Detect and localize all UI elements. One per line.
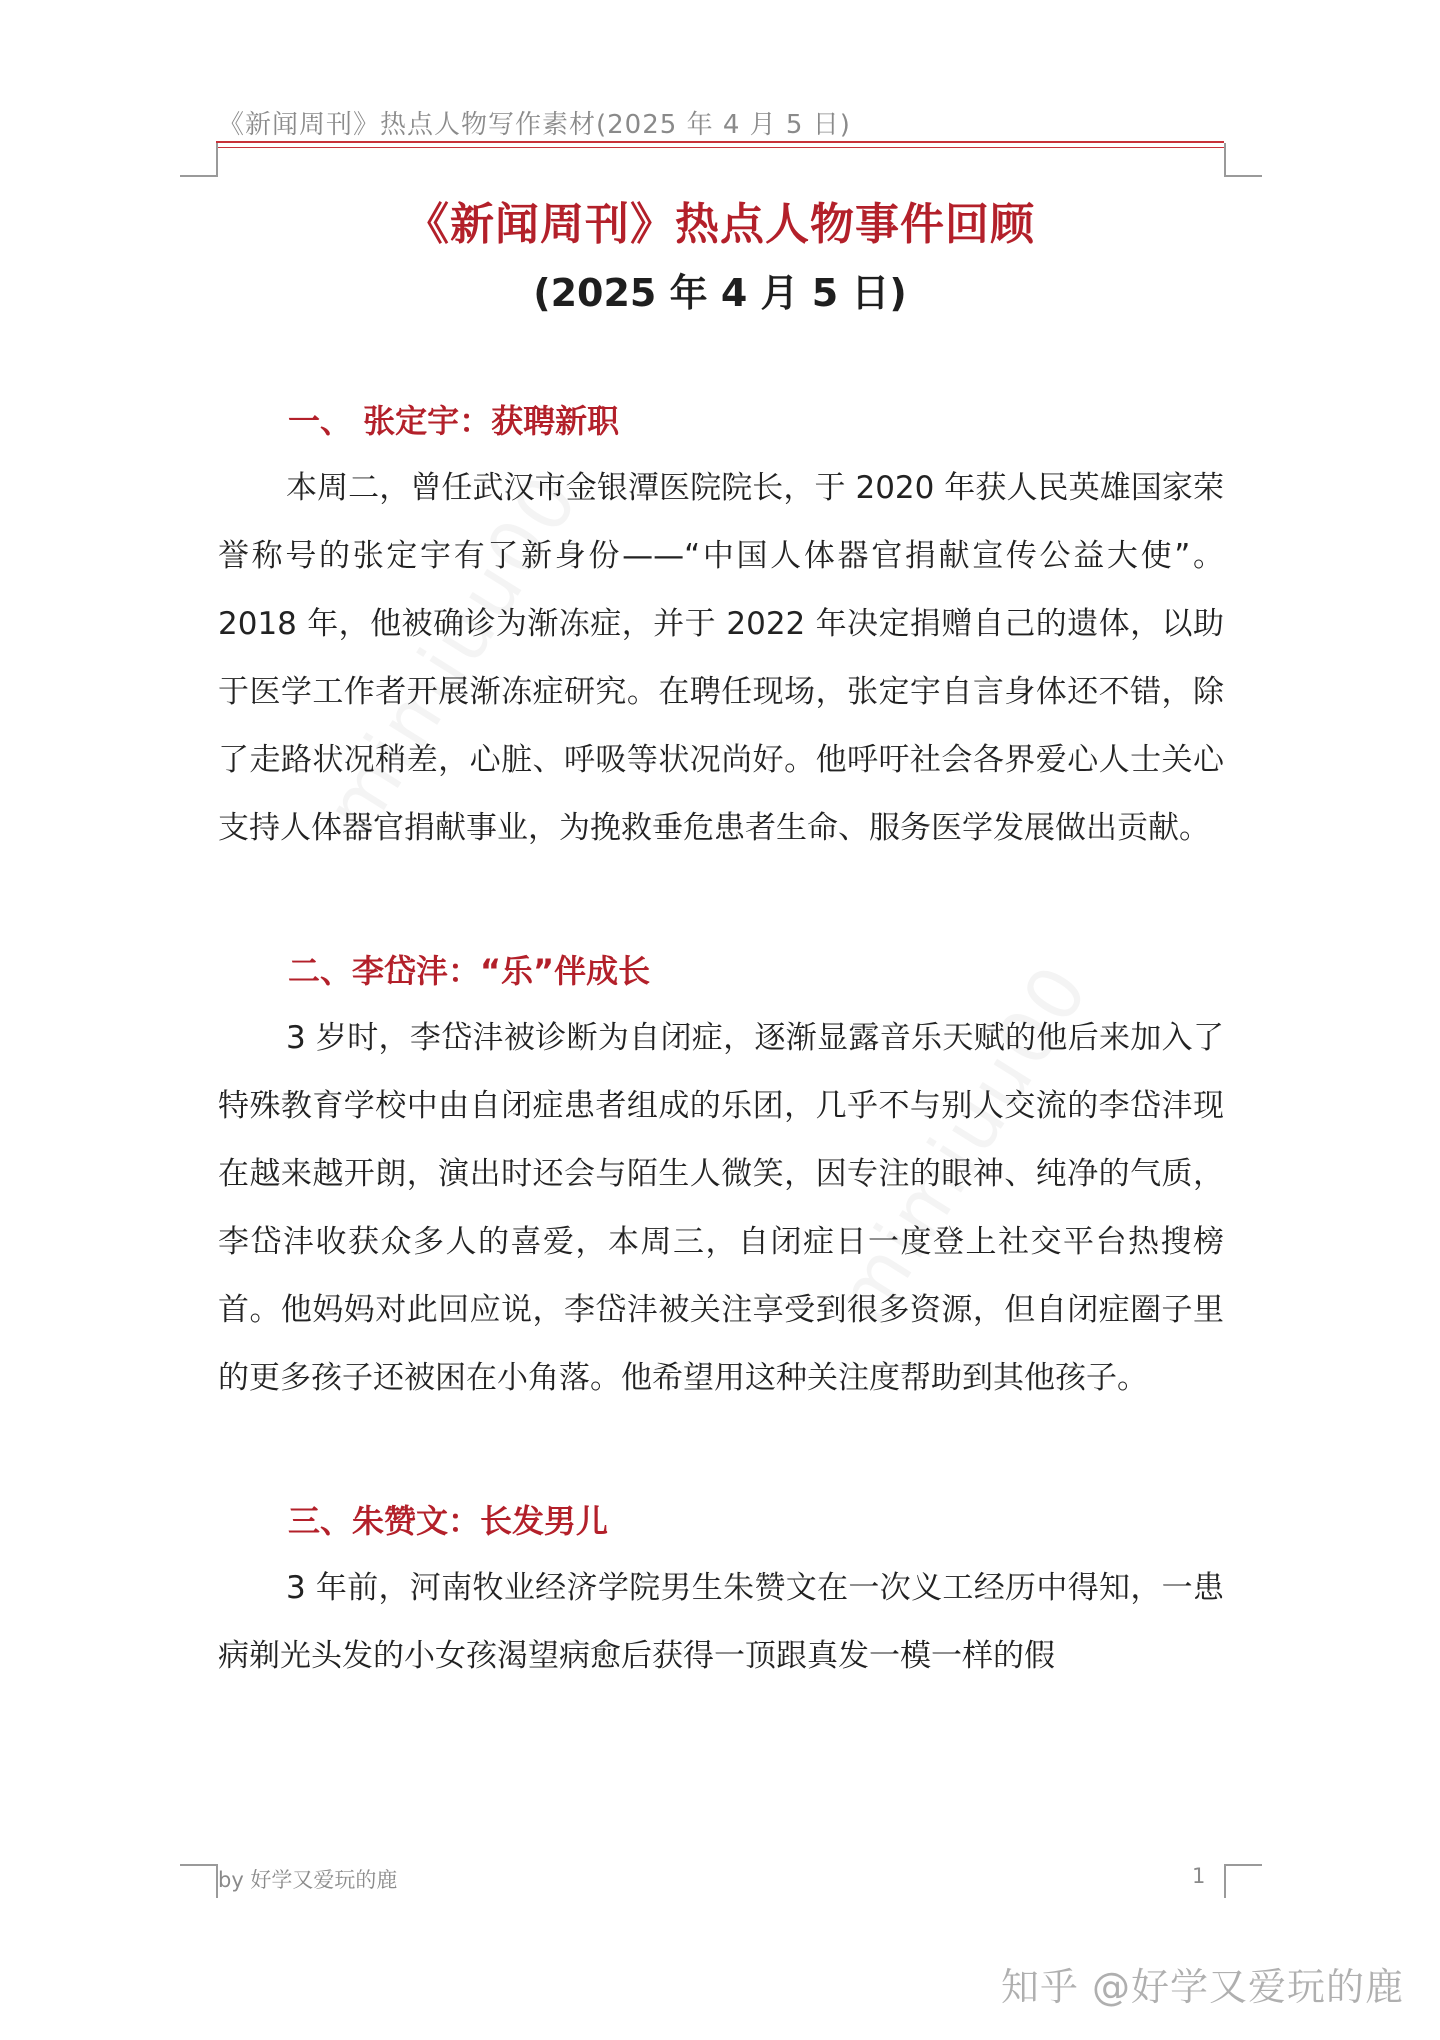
section-li-daifeng [218, 944, 1224, 1412]
section-paragraph: 3 年前，河南牧业经济学院男生朱赞文在一次义工经历中得知，一患病剃光头发的小女孩渴望病愈后获得一顶跟真发一模一样的假 [218, 1570, 1224, 1674]
section-heading: 二、李岱沣：“乐”伴成长 [288, 952, 651, 990]
document-title: 《新闻周刊》热点人物事件回顾 [405, 199, 1035, 250]
section-zhang-dingyu [218, 394, 1224, 862]
document-date: (2025 年 4 月 5 日) [533, 271, 907, 315]
section-heading: 三、朱赞文：长发男儿 [288, 1502, 609, 1540]
crop-mark-bottom-left [180, 1864, 218, 1898]
section-paragraph: 3 岁时，李岱沣被诊断为自闭症，逐渐显露音乐天赋的他后来加入了特殊教育学校中由自闭症患者组成的乐团，几乎不与别人交流的李岱沣现在越来越开朗，演出时还会与陌生人微笑，因专注的眼神、纯净的气质，李岱沣收获众多人的喜爱，本周三，自闭症日一度登上社交平台热搜榜首。他妈妈对此回应说，李岱沣被关注享受到很多资源，但自闭症圈子里的更多孩子还被困在小角落。他希望用这种关注度帮助到其他孩子。 [218, 1020, 1224, 1396]
crop-mark-top-left [180, 143, 218, 177]
platform-watermark: 知乎 @好学又爱玩的鹿 [1000, 1965, 1404, 2009]
running-header: 《新闻周刊》热点人物写作素材(2025 年 4 月 5 日) [218, 110, 851, 140]
document-body [218, 394, 1224, 1690]
crop-mark-top-right [1224, 143, 1262, 177]
section-heading: 一、 张定宇：获聘新职 [288, 402, 620, 440]
header-rule-thin [216, 147, 1224, 148]
header-rule [216, 141, 1224, 143]
crop-mark-bottom-right [1224, 1864, 1262, 1898]
page-number: 1 [1192, 1864, 1206, 1888]
section-paragraph: 本周二，曾任武汉市金银潭医院院长，于 2020 年获人民英雄国家荣誉称号的张定宇有了新身份——“中国人体器官捐献宣传公益大使”。2018 年，他被确诊为渐冻症，并于 2022 年决定捐赠自己的遗体，以助于医学工作者开展渐冻症研究。在聘任现场，张定宇自言身体还不错，除了走路状况稍差，心脏、呼吸等状况尚好。他呼吁社会各界爱心人士关心支持人体器官捐献事业，为挽救垂危患者生命、服务医学发展做出贡献。 [218, 470, 1224, 846]
section-zhu-zanwen [218, 1494, 1224, 1690]
footer-author: by 好学又爱玩的鹿 [218, 1868, 398, 1892]
